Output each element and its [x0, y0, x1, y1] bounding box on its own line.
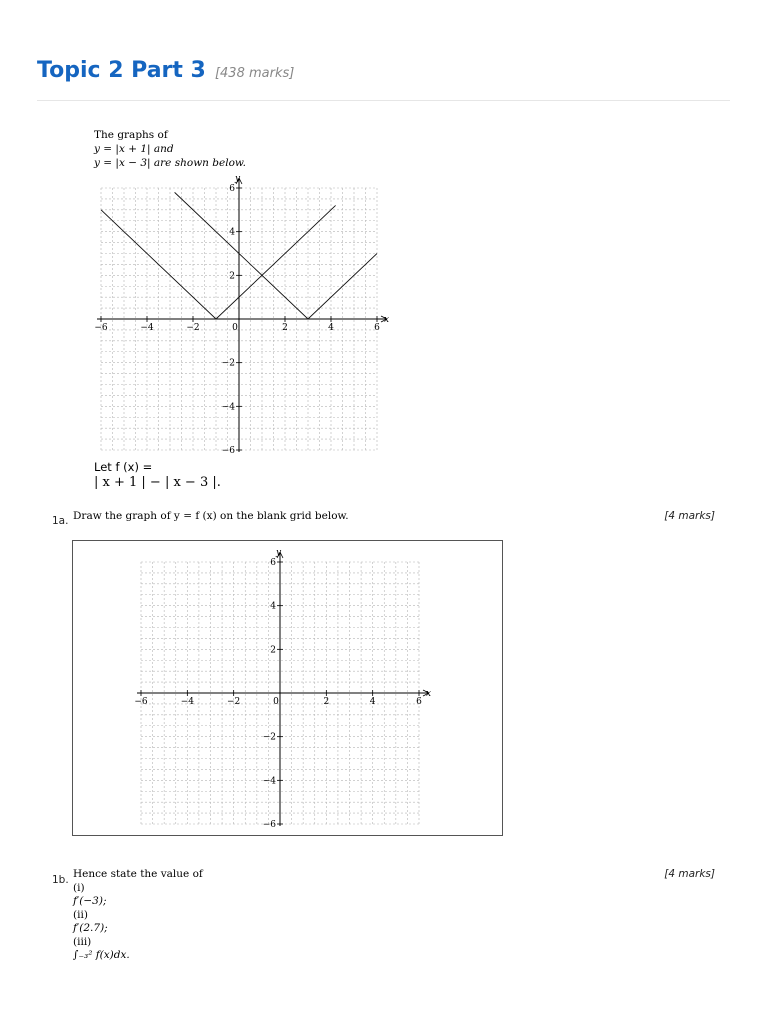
y-tick-label: 2: [270, 645, 276, 656]
title-divider: [37, 100, 730, 101]
y-axis-label: y: [235, 176, 241, 184]
y-tick-label: 4: [270, 601, 276, 612]
intro-line-1: The graphs of: [94, 129, 168, 141]
function-definition: [94, 460, 221, 490]
x-tick-label: −6: [94, 323, 108, 333]
intro-line-2: y = |x + 1| and: [94, 143, 174, 155]
question-1a-marks: [4 marks]: [664, 510, 715, 522]
x-tick-label: 4: [369, 697, 376, 707]
series-line-2: [175, 192, 377, 319]
x-tick-label: −4: [180, 697, 194, 707]
question-1b-stem: Hence state the value of: [73, 868, 203, 880]
intro-text: [94, 128, 246, 170]
y-tick-label: −2: [221, 358, 235, 369]
part-iii-label: (iii): [73, 935, 92, 948]
y-tick-label: 6: [229, 184, 235, 194]
y-tick-label: −6: [221, 446, 235, 456]
y-tick-label: −2: [262, 732, 276, 743]
x-tick-label: 2: [323, 697, 330, 707]
intro-line-3: y = |x − 3| are shown below.: [94, 157, 246, 169]
x-tick-label: −6: [134, 697, 148, 707]
x-tick-label: 0: [273, 697, 279, 707]
question-1a-text: Draw the graph of y = f (x) on the blank grid below.: [73, 510, 349, 522]
x-tick-label: 6: [374, 323, 380, 333]
part-i-label: (i): [73, 881, 85, 894]
y-tick-label: −4: [262, 776, 276, 787]
question-1a-number: 1a.: [52, 515, 69, 527]
y-tick-label: 6: [270, 558, 276, 568]
x-tick-label: −2: [227, 697, 241, 707]
y-tick-label: −4: [221, 402, 235, 413]
topic-title: Topic 2 Part 3: [37, 58, 206, 83]
x-axis-label: x: [384, 315, 390, 325]
x-tick-label: 2: [282, 323, 288, 333]
series-line-1: [101, 205, 336, 319]
x-axis-label: x: [426, 689, 432, 699]
abs-value-graph: [90, 176, 390, 458]
blank-grid: [130, 548, 440, 828]
y-tick-label: 4: [229, 227, 235, 238]
x-tick-label: −2: [186, 323, 200, 333]
x-tick-label: 4: [328, 323, 334, 333]
part-iii-expr: ∫₋₃² f(x)dx.: [73, 949, 130, 961]
let-label: Let f (x) =: [94, 460, 153, 474]
question-1b-number: 1b.: [52, 874, 69, 886]
question-1b-marks: [4 marks]: [664, 868, 715, 880]
y-tick-label: −6: [262, 820, 276, 828]
question-1b-text: [73, 868, 203, 963]
part-i-expr: f′(−3);: [73, 895, 107, 907]
let-expression: | x + 1 | − | x − 3 |.: [94, 475, 221, 490]
part-ii-label: (ii): [73, 908, 88, 921]
x-tick-label: 6: [416, 697, 422, 707]
y-axis-label: y: [276, 548, 282, 558]
part-ii-expr: f′(2.7);: [73, 922, 108, 934]
page-title: [37, 58, 294, 83]
total-marks: [438 marks]: [214, 66, 295, 81]
x-tick-label: −4: [140, 323, 154, 333]
x-tick-label: 0: [232, 323, 238, 333]
y-tick-label: 2: [229, 271, 235, 282]
